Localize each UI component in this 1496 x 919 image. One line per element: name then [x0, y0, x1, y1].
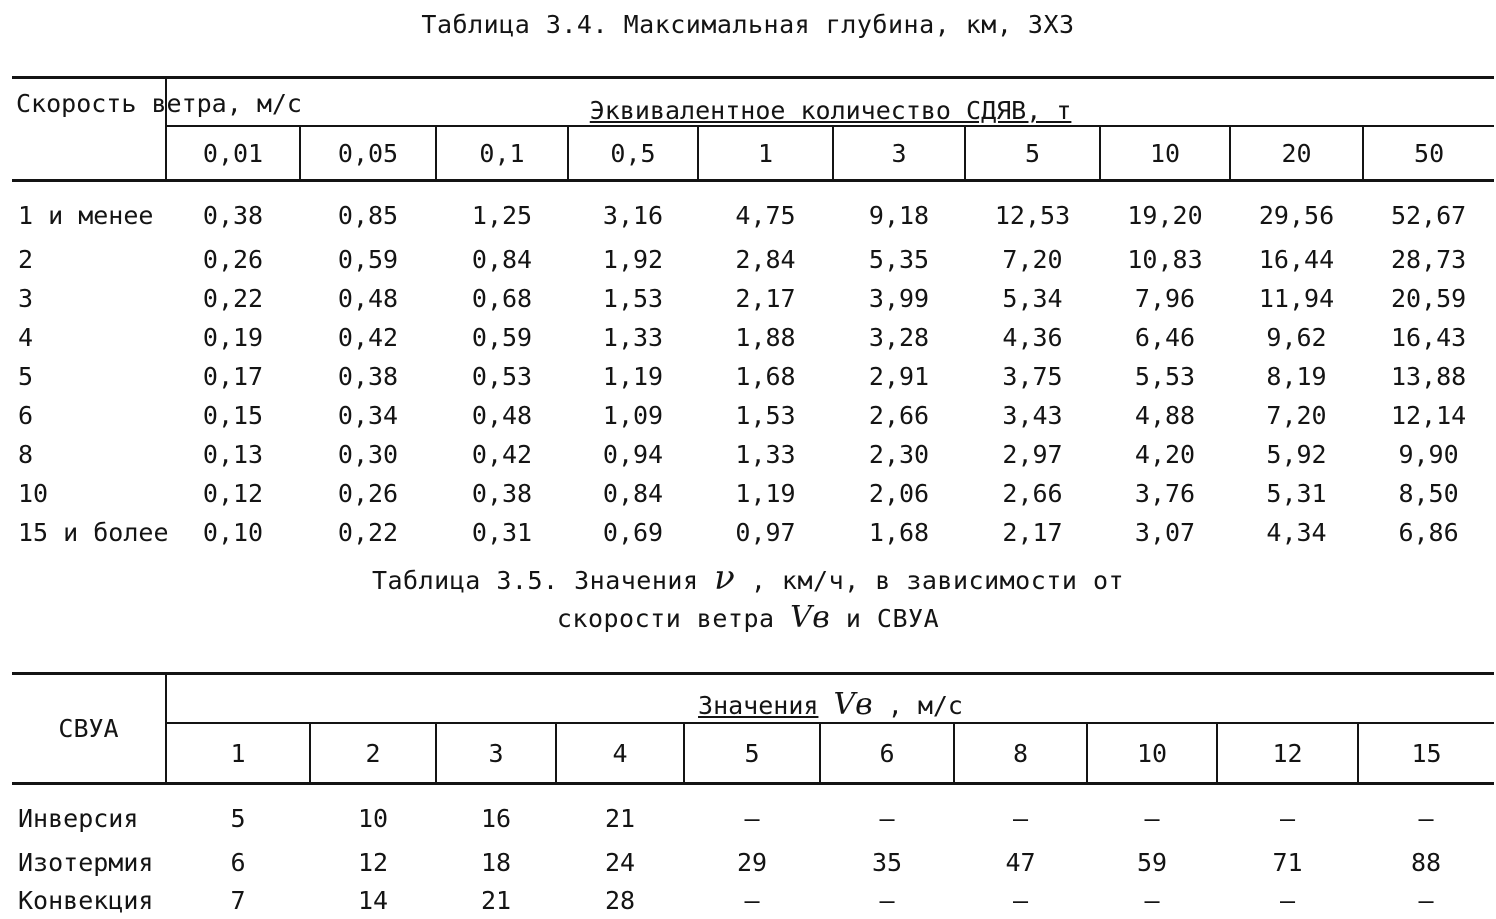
table-cell: 0,12: [202, 479, 264, 508]
table-cell: –: [1012, 803, 1029, 833]
table-cell: 2,17: [1002, 518, 1063, 547]
table-cell: 0,17: [202, 362, 264, 391]
wind-speed-symbol: Vв: [790, 600, 831, 635]
column-header: 15: [1358, 723, 1494, 784]
table-cell: 1,33: [735, 440, 796, 469]
table-cell: 13,88: [1390, 362, 1467, 391]
table-cell: 28,73: [1390, 245, 1467, 274]
table-cell: 4,20: [1134, 440, 1196, 469]
table-3-5-caption-text-2: , км/ч, в зависимости от: [750, 566, 1125, 595]
table-3-5-caption-line2-text: скорости ветра: [556, 604, 775, 633]
table-3-5-group-header: [166, 674, 1494, 724]
table-cell: 3,76: [1134, 479, 1196, 508]
row-label: 15 и более: [18, 518, 169, 547]
column-header: 50: [1363, 126, 1494, 180]
table-cell: 3,16: [602, 200, 664, 230]
table-cell: 3,99: [868, 284, 930, 313]
table-cell: 21: [480, 885, 512, 915]
table-cell: 1,88: [735, 323, 796, 352]
table-3-4: [12, 76, 1494, 552]
table-row: [12, 843, 1494, 881]
row-label: 4: [18, 323, 34, 352]
table-cell: 0,69: [602, 518, 664, 547]
table-cell: 3,43: [1002, 401, 1063, 430]
column-header: 1: [166, 723, 310, 784]
table-row: [12, 513, 1494, 552]
row-label: 1 и менее: [18, 200, 154, 230]
table-cell: 0,38: [202, 200, 264, 230]
table-cell: 0,97: [735, 518, 796, 547]
table-cell: 3,28: [868, 323, 930, 352]
table-cell: 5,35: [868, 245, 930, 274]
table-row: [12, 318, 1494, 357]
table-cell: 1,68: [735, 362, 796, 391]
table-row: [12, 474, 1494, 513]
table-cell: –: [1279, 885, 1296, 915]
table-3-5-corner-header: СВУА: [12, 674, 166, 784]
table-cell: 2,91: [868, 362, 930, 391]
table-cell: 7,20: [1002, 245, 1063, 274]
column-header: 5: [965, 126, 1100, 180]
table-cell: 29: [736, 847, 768, 877]
table-cell: 0,48: [471, 401, 533, 430]
table-cell: 1,09: [602, 401, 664, 430]
table-cell: 0,38: [471, 479, 533, 508]
table-cell: 2,97: [1002, 440, 1063, 469]
table-cell: 5,31: [1266, 479, 1327, 508]
table-cell: 16,44: [1258, 245, 1335, 274]
column-header: 0,1: [436, 126, 568, 180]
table-row: [12, 181, 1494, 241]
table-cell: 0,68: [471, 284, 533, 313]
table-cell: 0,94: [602, 440, 664, 469]
table-cell: 0,59: [471, 323, 533, 352]
table-cell: 2,66: [1002, 479, 1063, 508]
table-cell: –: [1279, 803, 1296, 833]
table-cell: 0,48: [337, 284, 399, 313]
table-cell: 0,10: [202, 518, 264, 547]
table-3-5-caption-line2-text-2: и СВУА: [845, 604, 940, 633]
table-cell: 12,53: [994, 200, 1071, 230]
table-cell: 9,18: [868, 200, 930, 230]
column-header: 10: [1087, 723, 1217, 784]
table-cell: 24: [604, 847, 636, 877]
table-cell: 1,19: [735, 479, 796, 508]
table-cell: –: [1144, 885, 1160, 915]
table-cell: –: [1418, 885, 1434, 915]
column-header: 0,01: [166, 126, 300, 180]
table-row: [12, 435, 1494, 474]
table-cell: –: [879, 803, 895, 833]
table-cell: 0,84: [471, 245, 533, 274]
table-cell: 0,38: [337, 362, 399, 391]
table-cell: 20,59: [1390, 284, 1467, 313]
table-cell: 0,42: [471, 440, 533, 469]
table-cell: 71: [1272, 847, 1303, 877]
table-cell: 12: [357, 847, 389, 877]
table-3-5-caption: [0, 558, 1496, 598]
table-3-4-group-header: Эквивалентное количество СДЯВ, т: [166, 78, 1494, 127]
column-header: 4: [556, 723, 684, 784]
table-cell: 3,75: [1002, 362, 1063, 391]
table-cell: 19,20: [1127, 200, 1203, 230]
table-cell: 5,34: [1002, 284, 1063, 313]
table-row: [12, 881, 1494, 919]
table-cell: 4,34: [1266, 518, 1327, 547]
table-row: [12, 240, 1494, 279]
table-cell: 88: [1410, 847, 1442, 877]
table-cell: 1,92: [602, 245, 664, 274]
row-label: Инверсия: [18, 803, 139, 833]
table-cell: –: [744, 803, 760, 833]
column-header: 3: [833, 126, 965, 180]
table-cell: 7: [230, 885, 246, 915]
table-cell: 12,14: [1390, 401, 1467, 430]
table-cell: 0,19: [202, 323, 264, 352]
column-header: 3: [436, 723, 556, 784]
table-3-5-caption-line2: [0, 600, 1496, 635]
table-cell: 0,59: [337, 245, 399, 274]
row-label: 2: [18, 245, 34, 274]
column-header: 0,5: [568, 126, 698, 180]
column-header: 2: [310, 723, 436, 784]
table-cell: 0,26: [202, 245, 264, 274]
column-header: 0,05: [300, 126, 436, 180]
row-label: 5: [18, 362, 34, 391]
table-cell: 9,62: [1266, 323, 1327, 352]
table-cell: 9,90: [1398, 440, 1459, 469]
table-cell: 18: [480, 847, 512, 877]
column-header: 10: [1100, 126, 1230, 180]
table-cell: 52,67: [1390, 200, 1467, 230]
table-cell: 29,56: [1258, 200, 1335, 230]
table-cell: 0,30: [337, 440, 399, 469]
table-cell: 59: [1136, 847, 1168, 877]
table-cell: 0,31: [471, 518, 533, 547]
table-cell: 1,53: [602, 284, 664, 313]
table-cell: 2,06: [868, 479, 930, 508]
table-cell: –: [1012, 885, 1029, 915]
table-cell: 0,15: [202, 401, 264, 430]
table-cell: 0,34: [337, 401, 399, 430]
table-cell: 2,30: [868, 440, 930, 469]
row-label: 8: [18, 440, 34, 469]
table-cell: 0,22: [337, 518, 399, 547]
table-cell: 4,36: [1002, 323, 1063, 352]
table-cell: 16: [480, 803, 512, 833]
row-label: 6: [18, 401, 34, 430]
table-cell: –: [744, 885, 760, 915]
table-cell: 11,94: [1258, 284, 1335, 313]
table-cell: 1,53: [735, 401, 796, 430]
table-cell: 5,92: [1266, 440, 1327, 469]
table-3-5: [12, 672, 1494, 919]
table-cell: 1,25: [471, 200, 533, 230]
table-row: [12, 357, 1494, 396]
table-cell: 8,50: [1398, 479, 1459, 508]
table-cell: 6,46: [1134, 323, 1196, 352]
row-label: 10: [18, 479, 49, 508]
table-cell: 5: [230, 803, 246, 833]
table-row: [12, 279, 1494, 318]
table-cell: 6: [230, 847, 246, 877]
table-cell: 6,86: [1398, 518, 1459, 547]
table-cell: 0,53: [471, 362, 533, 391]
table-cell: –: [879, 885, 895, 915]
table-row: [12, 784, 1494, 844]
table-cell: 0,85: [337, 200, 399, 230]
table-cell: 21: [604, 803, 636, 833]
table-cell: 2,66: [868, 401, 930, 430]
row-label: 3: [18, 284, 34, 313]
table-cell: 16,43: [1390, 323, 1467, 352]
table-cell: –: [1418, 803, 1434, 833]
table-cell: 0,22: [202, 284, 264, 313]
table-cell: 7,20: [1266, 401, 1327, 430]
column-header: 12: [1217, 723, 1358, 784]
table-3-4-corner-header: Скорость ветра, м/с: [12, 78, 166, 181]
table-cell: 10: [357, 803, 389, 833]
table-cell: 8,19: [1266, 362, 1327, 391]
table-cell: 1,19: [602, 362, 664, 391]
table-cell: 28: [604, 885, 636, 915]
table-cell: 14: [357, 885, 389, 915]
group-header-unit: , м/с: [887, 691, 963, 720]
nu-symbol: ν: [714, 558, 736, 598]
table-cell: 47: [1005, 847, 1036, 877]
table-cell: 0,42: [337, 323, 399, 352]
table-cell: 2,84: [735, 245, 796, 274]
column-header: 5: [684, 723, 820, 784]
table-cell: 4,75: [735, 200, 796, 230]
table-cell: 0,84: [602, 479, 664, 508]
table-cell: 0,26: [337, 479, 399, 508]
table-cell: 7,96: [1134, 284, 1196, 313]
table-cell: 4,88: [1134, 401, 1196, 430]
column-header: 20: [1230, 126, 1363, 180]
table-cell: 2,17: [735, 284, 796, 313]
column-header: 1: [698, 126, 833, 180]
table-cell: 3,07: [1134, 518, 1196, 547]
table-cell: 10,83: [1127, 245, 1203, 274]
table-row: [12, 396, 1494, 435]
table-cell: 0,13: [202, 440, 264, 469]
group-header-text: Значения: [698, 691, 819, 720]
table-cell: 1,33: [602, 323, 664, 352]
table-3-4-caption: Таблица 3.4. Максимальная глубина, км, ЗХЗ: [421, 10, 1075, 39]
table-3-5-caption-text: Таблица 3.5. Значения: [371, 566, 699, 595]
table-cell: 35: [871, 847, 903, 877]
table-cell: 1,68: [868, 518, 930, 547]
table-cell: 5,53: [1134, 362, 1196, 391]
column-header: 8: [954, 723, 1087, 784]
row-label: Изотермия: [18, 847, 154, 877]
column-header: 6: [820, 723, 954, 784]
table-cell: –: [1144, 803, 1160, 833]
row-label: Конвекция: [18, 885, 154, 915]
wind-speed-symbol: Vв: [833, 687, 873, 722]
